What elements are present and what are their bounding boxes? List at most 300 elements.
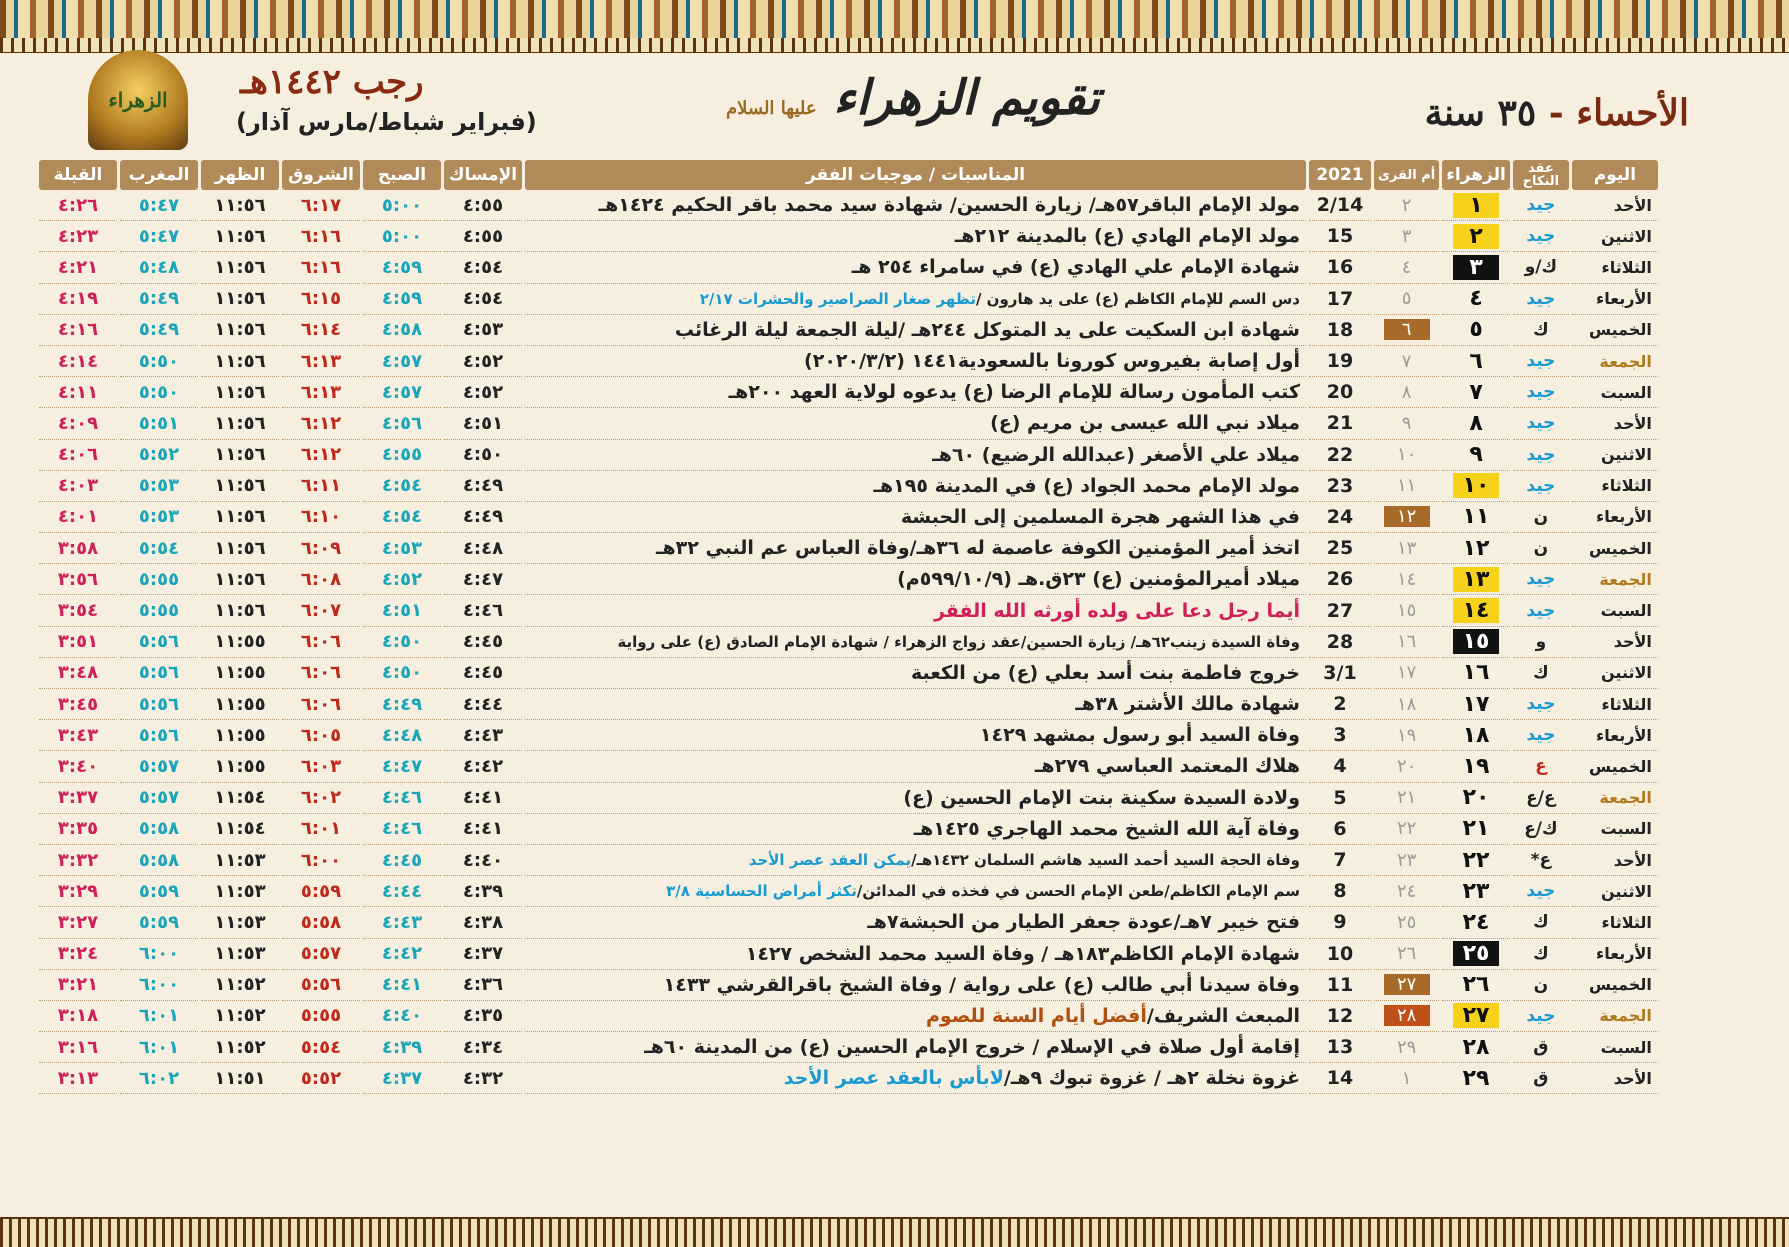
bottom-decorative-border — [0, 1217, 1789, 1247]
gregorian-cell: 11 — [1309, 970, 1371, 1001]
aqd-cell: جيد — [1513, 689, 1569, 720]
umm-alqura-cell — [1374, 1001, 1439, 1032]
shuruq-cell: ٦:١٢ — [282, 408, 360, 439]
table-row — [39, 970, 1658, 1001]
day-cell: الجمعة — [1572, 1001, 1658, 1032]
umm-alqura-cell-value: ١ — [1401, 1067, 1412, 1089]
shuruq-cell: ٦:٠١ — [282, 814, 360, 845]
day-cell: الأربعاء — [1572, 720, 1658, 751]
event-note: أفضل أيام السنة للصوم — [925, 1004, 1147, 1027]
event-cell — [525, 595, 1306, 626]
shuruq-cell: ٥:٥٢ — [282, 1063, 360, 1094]
umm-alqura-cell-value: ٢٥ — [1396, 911, 1417, 933]
zuhr-cell: ١١:٥٦ — [201, 533, 279, 564]
gregorian-cell: 7 — [1309, 845, 1371, 876]
imsak-cell: ٤:٣٢ — [444, 1063, 522, 1094]
gregorian-cell: 10 — [1309, 939, 1371, 970]
zahra-day-cell — [1442, 284, 1510, 315]
subh-cell: ٤:٣٧ — [363, 1063, 441, 1094]
zahra-day-cell-value: ١٣ — [1453, 567, 1499, 592]
qibla-cell: ٣:٥٨ — [39, 533, 117, 564]
event-text: أول إصابة بفيروس كورونا بالسعودية١٤٤١ (٢٠٢٠/٣/٢) — [804, 350, 1300, 373]
aqd-cell: ق — [1513, 1032, 1569, 1063]
aqd-cell: ن — [1513, 970, 1569, 1001]
zahra-day-cell — [1442, 751, 1510, 782]
event-cell — [525, 564, 1306, 595]
zuhr-cell: ١١:٥٣ — [201, 876, 279, 907]
day-cell: الجمعة — [1572, 783, 1658, 814]
imsak-cell: ٤:٤٧ — [444, 564, 522, 595]
zahra-day-cell — [1442, 595, 1510, 626]
col-zahra: الزهراء — [1442, 160, 1510, 190]
zuhr-cell: ١١:٥٦ — [201, 377, 279, 408]
umm-alqura-cell — [1374, 720, 1439, 751]
col-qibla: القبلة — [39, 160, 117, 190]
shuruq-cell: ٥:٥٨ — [282, 907, 360, 938]
event-text: وفاة السيدة زينب٦٢هـ/ زيارة الحسين/عقد زواج الزهراء / شهادة الإمام الصادق (ع) على رواية — [617, 632, 1300, 651]
event-cell — [525, 1032, 1306, 1063]
imsak-cell: ٤:٤٩ — [444, 471, 522, 502]
zuhr-cell: ١١:٥٦ — [201, 595, 279, 626]
imsak-cell: ٤:٤٥ — [444, 627, 522, 658]
zahra-day-cell-value: ٩ — [1469, 442, 1483, 468]
event-cell — [525, 284, 1306, 315]
umm-alqura-cell — [1374, 939, 1439, 970]
event-cell — [525, 190, 1306, 221]
shuruq-cell: ٦:١٣ — [282, 346, 360, 377]
maghrib-cell: ٥:٥٦ — [120, 689, 198, 720]
event-text: كتب المأمون رسالة للإمام الرضا (ع) يدعوه لولاية العهد ٢٠٠هـ — [728, 381, 1300, 404]
subh-cell: ٤:٥٣ — [363, 533, 441, 564]
qibla-cell: ٣:١٦ — [39, 1032, 117, 1063]
zahra-day-cell — [1442, 876, 1510, 907]
aqd-cell: ك/و — [1513, 252, 1569, 283]
calendar-body — [39, 190, 1658, 1094]
subh-cell: ٥:٠٠ — [363, 190, 441, 221]
zahra-day-cell-value: ٢٦ — [1462, 972, 1490, 998]
qibla-cell: ٣:٤٠ — [39, 751, 117, 782]
zahra-day-cell — [1442, 440, 1510, 471]
maghrib-cell: ٦:٠١ — [120, 1032, 198, 1063]
umm-alqura-cell-value: ٢٠ — [1396, 755, 1417, 777]
gregorian-cell: 28 — [1309, 627, 1371, 658]
subh-cell: ٤:٤٢ — [363, 939, 441, 970]
umm-alqura-cell-value: ٢٧ — [1384, 974, 1430, 995]
shuruq-cell: ٦:٠٦ — [282, 689, 360, 720]
subh-cell: ٤:٥٩ — [363, 252, 441, 283]
event-cell — [525, 252, 1306, 283]
zahra-day-cell — [1442, 814, 1510, 845]
shuruq-cell: ٦:٠٥ — [282, 720, 360, 751]
umm-alqura-cell-value: ٢٨ — [1384, 1005, 1430, 1026]
day-cell: الثلاثاء — [1572, 252, 1658, 283]
imsak-cell: ٤:٣٦ — [444, 970, 522, 1001]
subh-cell: ٤:٤٦ — [363, 783, 441, 814]
zahra-day-cell — [1442, 502, 1510, 533]
zuhr-cell: ١١:٥٦ — [201, 564, 279, 595]
shuruq-cell: ٦:٠٦ — [282, 627, 360, 658]
subh-cell: ٤:٥٢ — [363, 564, 441, 595]
event-cell — [525, 783, 1306, 814]
table-row — [39, 627, 1658, 658]
day-cell: الأحد — [1572, 408, 1658, 439]
zahra-day-cell-value: ١٦ — [1462, 660, 1490, 686]
gregorian-cell: 3 — [1309, 720, 1371, 751]
aqd-cell: جيد — [1513, 221, 1569, 252]
gregorian-cell: 22 — [1309, 440, 1371, 471]
day-cell: الاثنين — [1572, 221, 1658, 252]
shuruq-cell: ٦:١٦ — [282, 221, 360, 252]
gregorian-cell: 6 — [1309, 814, 1371, 845]
col-shuruq: الشروق — [282, 160, 360, 190]
subh-cell: ٤:٥٤ — [363, 502, 441, 533]
zahra-day-cell-value: ٧ — [1469, 379, 1483, 405]
imsak-cell: ٤:٣٤ — [444, 1032, 522, 1063]
gregorian-cell: 4 — [1309, 751, 1371, 782]
event-text: شهادة ابن السكيت على يد المتوكل ٢٤٤هـ /ليلة الجمعة ليلة الرغائب — [674, 318, 1300, 341]
event-text: خروج فاطمة بنت أسد بعلي (ع) من الكعبة — [911, 661, 1300, 684]
umm-alqura-cell — [1374, 689, 1439, 720]
day-cell: الاثنين — [1572, 440, 1658, 471]
subh-cell: ٤:٤٥ — [363, 845, 441, 876]
event-text: مولد الإمام الهادي (ع) بالمدينة ٢١٢هـ — [954, 225, 1300, 248]
aqd-cell: ك — [1513, 658, 1569, 689]
qibla-cell: ٤:٢١ — [39, 252, 117, 283]
zahra-day-cell-value: ٢٨ — [1462, 1034, 1490, 1060]
zuhr-cell: ١١:٥٥ — [201, 720, 279, 751]
table-row — [39, 845, 1658, 876]
gregorian-cell: 26 — [1309, 564, 1371, 595]
gregorian-cell: 23 — [1309, 471, 1371, 502]
zahra-day-cell-value: ٢٠ — [1462, 785, 1490, 811]
table-row — [39, 252, 1658, 283]
maghrib-cell: ٥:٥٠ — [120, 377, 198, 408]
table-row — [39, 408, 1658, 439]
subh-cell: ٤:٥٠ — [363, 627, 441, 658]
maghrib-cell: ٥:٥٧ — [120, 751, 198, 782]
zuhr-cell: ١١:٥٣ — [201, 907, 279, 938]
umm-alqura-cell — [1374, 440, 1439, 471]
shuruq-cell: ٦:١٧ — [282, 190, 360, 221]
maghrib-cell: ٦:٠٢ — [120, 1063, 198, 1094]
zahra-day-cell — [1442, 845, 1510, 876]
subh-cell: ٤:٥٥ — [363, 440, 441, 471]
shuruq-cell: ٦:١٤ — [282, 315, 360, 346]
zahra-day-cell-value: ٢٩ — [1462, 1065, 1490, 1091]
aqd-cell: ك — [1513, 315, 1569, 346]
event-text: دس السم للإمام الكاظم (ع) على يد هارون / — [975, 289, 1300, 308]
shuruq-cell: ٦:١٠ — [282, 502, 360, 533]
imsak-cell: ٤:٤٨ — [444, 533, 522, 564]
aqd-cell: جيد — [1513, 190, 1569, 221]
event-text: ميلاد نبي الله عيسى بن مريم (ع) — [990, 412, 1300, 435]
gregorian-cell: 24 — [1309, 502, 1371, 533]
gregorian-cell: 16 — [1309, 252, 1371, 283]
zahra-day-cell — [1442, 658, 1510, 689]
table-row — [39, 1032, 1658, 1063]
umm-alqura-cell-value: ٣ — [1401, 225, 1412, 247]
subh-cell: ٤:٤٧ — [363, 751, 441, 782]
zahra-day-cell-value: ٥ — [1469, 317, 1483, 343]
calendar-title — [720, 70, 1100, 126]
qibla-cell: ٣:٣٢ — [39, 845, 117, 876]
shuruq-cell: ٦:٠٣ — [282, 751, 360, 782]
zahra-day-cell-value: ٣ — [1453, 255, 1499, 280]
table-row — [39, 190, 1658, 221]
event-cell — [525, 221, 1306, 252]
maghrib-cell: ٥:٤٧ — [120, 221, 198, 252]
table-row — [39, 658, 1658, 689]
subh-cell: ٤:٥٧ — [363, 346, 441, 377]
zahra-day-cell-value: ١٢ — [1462, 535, 1490, 561]
aqd-cell: ك — [1513, 907, 1569, 938]
umm-alqura-cell — [1374, 595, 1439, 626]
table-header-row — [39, 160, 1658, 190]
maghrib-cell: ٦:٠٠ — [120, 939, 198, 970]
aqd-cell: ع* — [1513, 845, 1569, 876]
years-label: ٣٥ سنة — [1424, 92, 1537, 134]
zahra-day-cell — [1442, 533, 1510, 564]
shuruq-cell: ٦:١٢ — [282, 440, 360, 471]
umm-alqura-cell — [1374, 533, 1439, 564]
event-text: مولد الإمام الباقر٥٧هـ/ زيارة الحسين/ شهادة سيد محمد باقر الحكيم ١٤٢٤هـ — [598, 194, 1300, 217]
event-cell — [525, 689, 1306, 720]
event-text: مولد الإمام محمد الجواد (ع) في المدينة ١٩٥هـ — [873, 474, 1300, 497]
umm-alqura-cell — [1374, 315, 1439, 346]
table-row — [39, 814, 1658, 845]
event-cell — [525, 440, 1306, 471]
title-honorific: عليها السلام — [726, 98, 817, 119]
qibla-cell: ٤:٠١ — [39, 502, 117, 533]
umm-alqura-cell — [1374, 783, 1439, 814]
subh-cell: ٤:٣٩ — [363, 1032, 441, 1063]
zahra-day-cell — [1442, 907, 1510, 938]
maghrib-cell: ٥:٥١ — [120, 408, 198, 439]
event-text: في هذا الشهر هجرة المسلمين إلى الحبشة — [900, 505, 1300, 528]
table-row — [39, 471, 1658, 502]
aqd-cell: ع/ع — [1513, 783, 1569, 814]
zahra-day-cell — [1442, 970, 1510, 1001]
event-note: تظهر صغار الصراصير والحشرات ٢/١٧ — [699, 289, 976, 308]
zuhr-cell: ١١:٥٣ — [201, 939, 279, 970]
event-text: هلاك المعتمد العباسي ٢٧٩هـ — [1034, 755, 1300, 778]
day-cell: السبت — [1572, 1032, 1658, 1063]
day-cell: الأربعاء — [1572, 502, 1658, 533]
umm-alqura-cell — [1374, 1063, 1439, 1094]
qibla-cell: ٤:١١ — [39, 377, 117, 408]
zahra-day-cell-value: ١٤ — [1453, 598, 1499, 623]
qibla-cell: ٣:٣٧ — [39, 783, 117, 814]
aqd-cell: جيد — [1513, 346, 1569, 377]
imsak-cell: ٤:٥٥ — [444, 221, 522, 252]
umm-alqura-cell — [1374, 252, 1439, 283]
qibla-cell: ٣:٢٧ — [39, 907, 117, 938]
umm-alqura-cell-value: ٢١ — [1396, 787, 1417, 809]
umm-alqura-cell-value: ١١ — [1396, 475, 1417, 497]
umm-alqura-cell-value: ٢٣ — [1396, 849, 1417, 871]
gregorian-cell: 25 — [1309, 533, 1371, 564]
event-text: فتح خيبر ٧هـ/عودة جعفر الطيار من الحبشة٧هـ — [867, 911, 1300, 934]
qibla-cell: ٤:٢٣ — [39, 221, 117, 252]
zahra-day-cell — [1442, 346, 1510, 377]
day-cell: الخميس — [1572, 315, 1658, 346]
event-text: المبعث الشريف/ — [1146, 1004, 1300, 1027]
imsak-cell: ٤:٣٨ — [444, 907, 522, 938]
event-cell — [525, 502, 1306, 533]
table-row — [39, 346, 1658, 377]
day-cell: الاثنين — [1572, 658, 1658, 689]
table-row — [39, 315, 1658, 346]
zahra-day-cell — [1442, 408, 1510, 439]
event-cell — [525, 814, 1306, 845]
umm-alqura-cell-value: ٩ — [1401, 412, 1412, 434]
shuruq-cell: ٦:٠٩ — [282, 533, 360, 564]
zahra-day-cell — [1442, 221, 1510, 252]
umm-alqura-cell-value: ٢٦ — [1396, 943, 1417, 965]
col-events: المناسبات / موجبات الفقر — [525, 160, 1306, 190]
subh-cell: ٤:٥٦ — [363, 408, 441, 439]
umm-alqura-cell — [1374, 907, 1439, 938]
hijri-month: رجب ١٤٤٢هـ — [240, 62, 424, 102]
aqd-cell: ك — [1513, 939, 1569, 970]
subh-cell: ٤:٥٨ — [363, 315, 441, 346]
maghrib-cell: ٥:٥٢ — [120, 440, 198, 471]
zahra-day-cell-value: ١٥ — [1453, 629, 1499, 654]
gregorian-cell: 2 — [1309, 689, 1371, 720]
city-label — [1425, 92, 1689, 134]
aqd-cell: ق — [1513, 1063, 1569, 1094]
zuhr-cell: ١١:٥٦ — [201, 190, 279, 221]
table-row — [39, 440, 1658, 471]
qibla-cell: ٣:٢١ — [39, 970, 117, 1001]
event-text: شهادة مالك الأشتر ٣٨هـ — [1075, 693, 1300, 716]
event-note: يمكن العقد عصر الأحد — [748, 851, 912, 870]
day-cell: الأحد — [1572, 845, 1658, 876]
event-cell — [525, 627, 1306, 658]
gregorian-cell: 3/1 — [1309, 658, 1371, 689]
table-row — [39, 502, 1658, 533]
gregorian-months: (فبراير شباط/مارس آذار) — [236, 108, 537, 136]
umm-alqura-cell — [1374, 190, 1439, 221]
qibla-cell: ٣:٥٦ — [39, 564, 117, 595]
umm-alqura-cell — [1374, 845, 1439, 876]
zahra-day-cell-value: ١ — [1453, 193, 1499, 218]
zuhr-cell: ١١:٥٦ — [201, 502, 279, 533]
day-cell: الأحد — [1572, 1063, 1658, 1094]
qibla-cell: ٤:٠٦ — [39, 440, 117, 471]
zuhr-cell: ١١:٥٦ — [201, 471, 279, 502]
col-subh: الصبح — [363, 160, 441, 190]
event-text: ميلاد علي الأصغر (عبدالله الرضيع) ٦٠هـ — [932, 443, 1300, 466]
event-cell — [525, 471, 1306, 502]
qibla-cell: ٤:٢٦ — [39, 190, 117, 221]
umm-alqura-cell — [1374, 814, 1439, 845]
zahra-day-cell — [1442, 939, 1510, 970]
event-note: لابأس بالعقد عصر الأحد — [783, 1067, 1004, 1090]
umm-alqura-cell-value: ١٠ — [1396, 444, 1417, 466]
aqd-cell: جيد — [1513, 377, 1569, 408]
shuruq-cell: ٦:١٥ — [282, 284, 360, 315]
maghrib-cell: ٥:٥٦ — [120, 720, 198, 751]
qibla-cell: ٤:٠٣ — [39, 471, 117, 502]
maghrib-cell: ٦:٠١ — [120, 1001, 198, 1032]
gregorian-cell: 8 — [1309, 876, 1371, 907]
zahra-day-cell — [1442, 783, 1510, 814]
table-row — [39, 284, 1658, 315]
umm-alqura-cell-value: ٧ — [1401, 350, 1412, 372]
maghrib-cell: ٥:٤٩ — [120, 284, 198, 315]
imsak-cell: ٤:٥٤ — [444, 284, 522, 315]
event-cell — [525, 533, 1306, 564]
zuhr-cell: ١١:٥٥ — [201, 751, 279, 782]
qibla-cell: ٤:٠٩ — [39, 408, 117, 439]
shuruq-cell: ٥:٥٦ — [282, 970, 360, 1001]
gregorian-cell: 2/14 — [1309, 190, 1371, 221]
event-text: ولادة السيدة سكينة بنت الإمام الحسين (ع) — [903, 786, 1300, 809]
subh-cell: ٤:٥٧ — [363, 377, 441, 408]
event-cell — [525, 658, 1306, 689]
subh-cell: ٤:٥٩ — [363, 284, 441, 315]
aqd-cell: جيد — [1513, 720, 1569, 751]
event-cell — [525, 876, 1306, 907]
maghrib-cell: ٥:٥٥ — [120, 595, 198, 626]
event-text: غزوة نخلة ٢هـ / غزوة تبوك ٩هـ/ — [1003, 1067, 1300, 1090]
day-cell: الأربعاء — [1572, 284, 1658, 315]
aqd-cell: جيد — [1513, 284, 1569, 315]
umm-alqura-cell-value: ١٧ — [1396, 662, 1417, 684]
imsak-cell: ٤:٥١ — [444, 408, 522, 439]
imsak-cell: ٤:٤٩ — [444, 502, 522, 533]
event-text: شهادة الإمام الكاظم١٨٣هـ / وفاة السيد محمد الشخص ١٤٢٧ — [745, 942, 1300, 965]
imsak-cell: ٤:٣٧ — [444, 939, 522, 970]
col-day: اليوم — [1572, 160, 1658, 190]
gregorian-cell: 19 — [1309, 346, 1371, 377]
subh-cell: ٥:٠٠ — [363, 221, 441, 252]
gregorian-cell: 12 — [1309, 1001, 1371, 1032]
maghrib-cell: ٦:٠٠ — [120, 970, 198, 1001]
event-text: إقامة أول صلاة في الإسلام / خروج الإمام الحسين (ع) من المدينة ٦٠هـ — [644, 1036, 1300, 1059]
day-cell: الجمعة — [1572, 346, 1658, 377]
event-cell — [525, 907, 1306, 938]
gregorian-cell: 5 — [1309, 783, 1371, 814]
zahra-day-cell-value: ٢٣ — [1462, 878, 1490, 904]
day-cell: الخميس — [1572, 751, 1658, 782]
maghrib-cell: ٥:٥٤ — [120, 533, 198, 564]
imsak-cell: ٤:٤٦ — [444, 595, 522, 626]
umm-alqura-cell-value: ١٤ — [1396, 568, 1417, 590]
table-row — [39, 783, 1658, 814]
imsak-cell: ٤:٤٣ — [444, 720, 522, 751]
subh-cell: ٤:٤٣ — [363, 907, 441, 938]
zahra-day-cell — [1442, 252, 1510, 283]
qibla-cell: ٣:٥٤ — [39, 595, 117, 626]
umm-alqura-cell-value: ٢٢ — [1396, 818, 1417, 840]
umm-alqura-cell-value: ١٨ — [1396, 693, 1417, 715]
day-cell: الخميس — [1572, 970, 1658, 1001]
maghrib-cell: ٥:٤٧ — [120, 190, 198, 221]
day-cell: الجمعة — [1572, 564, 1658, 595]
day-cell: الأربعاء — [1572, 939, 1658, 970]
zahra-day-cell — [1442, 689, 1510, 720]
zahra-day-cell — [1442, 1001, 1510, 1032]
event-text: وفاة آية الله الشيخ محمد الهاجري ١٤٢٥هـ — [913, 817, 1300, 840]
shuruq-cell: ٦:٠٦ — [282, 658, 360, 689]
shuruq-cell: ٦:١١ — [282, 471, 360, 502]
umm-alqura-cell-value: ٤ — [1401, 256, 1412, 278]
gregorian-cell: 13 — [1309, 1032, 1371, 1063]
zahra-day-cell-value: ١٩ — [1462, 753, 1490, 779]
col-greg: 2021 — [1309, 160, 1371, 190]
